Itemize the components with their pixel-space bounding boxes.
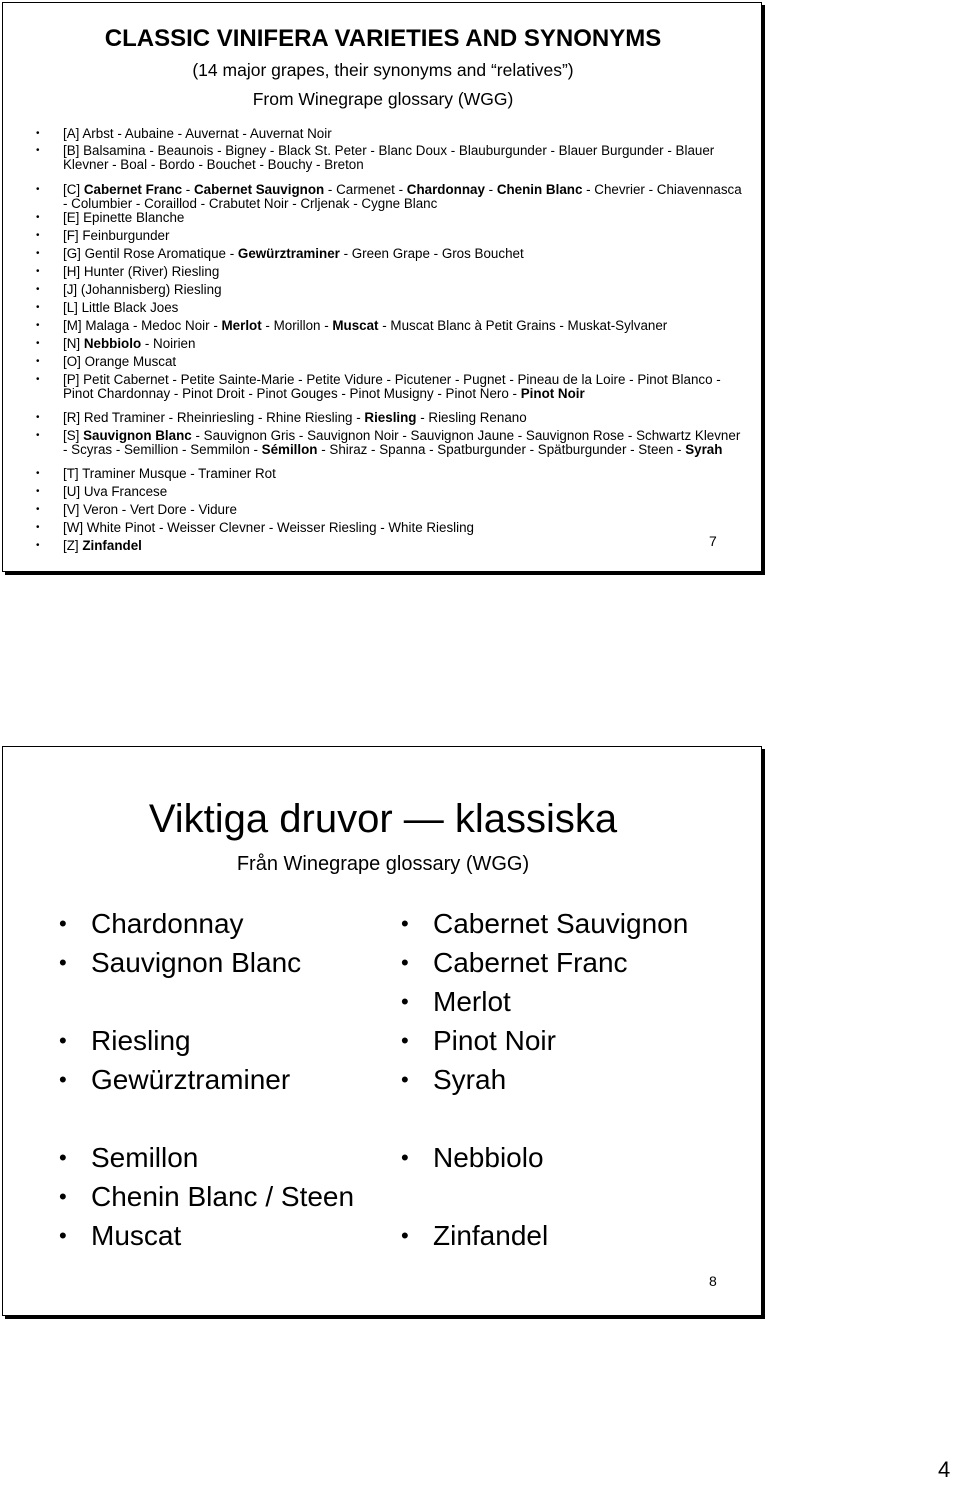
synonym-text: [J] (Johannisberg) Riesling (63, 282, 222, 297)
synonym-text: - Green Grape - Gros Bouchet (339, 246, 524, 261)
grape-name-highlight: Chenin Blanc (496, 182, 583, 197)
glossary-entry (36, 502, 743, 517)
synonym-text: - Noirien (141, 336, 196, 351)
glossary-entry (36, 300, 743, 315)
glossary-entry (36, 228, 743, 243)
bullet-icon: • (36, 412, 40, 423)
bullet-icon: • (36, 430, 40, 441)
synonym-text: [C] (63, 182, 84, 197)
glossary-entry (36, 336, 743, 351)
grape-name-highlight: Syrah (685, 442, 723, 457)
bullet-icon: • (59, 1067, 67, 1092)
synonym-text: [P] Petit Cabernet - Petite Sainte-Marie - Petite Vidure - Picutener - Pugnet - Pineau de la Loire - Pinot Blanco - Pinot Chardonnay - Pinot Droit - Pinot Gouges - Pinot Musigny - Pinot Nero - (63, 372, 721, 401)
glossary-entry (36, 210, 743, 225)
glossary-entry (36, 318, 743, 333)
glossary-entry (36, 538, 743, 553)
glossary-entry (36, 466, 743, 481)
grape-name-highlight: Riesling (364, 410, 417, 425)
slide-source: From Winegrape glossary (WGG) (252, 89, 514, 109)
grape-name: Cabernet Sauvignon (433, 908, 689, 939)
synonym-text: - (484, 182, 497, 197)
bullet-icon: • (401, 1223, 409, 1248)
synonym-text: [G] Gentil Rose Aromatique - (63, 246, 238, 261)
grape-name: Pinot Noir (433, 1025, 556, 1056)
slide-title: CLASSIC VINIFERA VARIETIES AND SYNONYMS (104, 25, 662, 52)
bullet-icon: • (36, 128, 40, 139)
slide-page-number: 8 (709, 1273, 717, 1289)
grape-name: Sauvignon Blanc (91, 947, 302, 978)
bullet-icon: • (36, 266, 40, 277)
slide-8 (2, 746, 762, 1316)
grape-name: Merlot (433, 986, 511, 1017)
grape-name-highlight: Pinot Noir (520, 386, 585, 401)
glossary-entry (36, 428, 743, 457)
grape-name: Muscat (91, 1220, 182, 1251)
bullet-icon: • (36, 486, 40, 497)
synonym-text: - Morillon - (261, 318, 333, 333)
bullet-icon: • (401, 911, 409, 936)
bullet-icon: • (36, 302, 40, 313)
bullet-icon: • (36, 145, 40, 156)
bullet-icon: • (59, 911, 67, 936)
bullet-icon: • (401, 950, 409, 975)
bullet-icon: • (36, 468, 40, 479)
grape-name-highlight: Gewürztraminer (237, 246, 340, 261)
grape-name: Semillon (91, 1142, 199, 1173)
glossary-entry (36, 282, 743, 297)
synonym-text: [T] Traminer Musque - Traminer Rot (63, 466, 276, 481)
synonym-text: [S] (63, 428, 84, 443)
synonym-text: [N] (63, 336, 84, 351)
grape-name: Cabernet Franc (433, 947, 628, 978)
grape-name-highlight: Sauvignon Blanc (83, 428, 192, 443)
glossary-entry (36, 143, 743, 172)
bullet-icon: • (36, 356, 40, 367)
synonym-text: - Chevrier - Chiavennasca - Columbier - Coraillod - Crabutet Noir - Crljenak - Cygne Blanc (63, 182, 742, 211)
glossary-entry (36, 182, 743, 211)
grape-list-item (59, 908, 244, 940)
bullet-icon: • (401, 1067, 409, 1092)
bullet-icon: • (36, 230, 40, 241)
grape-name: Chenin Blanc / Steen (91, 1181, 355, 1212)
grape-list-item (401, 1220, 549, 1252)
grape-name: Gewürztraminer (91, 1064, 291, 1095)
grape-list-item (401, 1064, 507, 1096)
bullet-icon: • (36, 184, 40, 195)
bullet-icon: • (59, 1223, 67, 1248)
synonym-text: [U] Uva Francese (63, 484, 168, 499)
grape-name: Zinfandel (433, 1220, 549, 1251)
synonym-text: - Shiraz - Spanna - Spatburgunder - Spätburgunder - Steen - (317, 442, 686, 457)
synonym-text: - Riesling Renano (416, 410, 527, 425)
bullet-icon: • (36, 248, 40, 259)
bullet-icon: • (36, 320, 40, 331)
synonym-text: [A] Arbst - Aubaine - Auvernat - Auvernat Noir (63, 126, 332, 141)
glossary-entry (36, 246, 743, 261)
synonym-text: [L] Little Black Joes (63, 300, 179, 315)
bullet-icon: • (59, 1184, 67, 1209)
bullet-icon: • (36, 504, 40, 515)
bullet-icon: • (36, 284, 40, 295)
grape-list-item (59, 1025, 191, 1057)
glossary-entry (36, 484, 743, 499)
slide-title: Viktiga druvor — klassiska (148, 797, 618, 841)
grape-name-highlight: Merlot (221, 318, 262, 333)
synonym-text: [R] Red Traminer - Rheinriesling - Rhine Riesling - (63, 410, 365, 425)
synonym-text: - Sauvignon Gris - Sauvignon Noir - Sauvignon Jaune - Sauvignon Rose - Schwartz Klevner - Scyras - Semillion - Semmilon - (63, 428, 741, 457)
bullet-icon: • (59, 1145, 67, 1170)
glossary-entry (36, 520, 743, 535)
synonym-text: - Carmenet - (324, 182, 407, 197)
bullet-icon: • (36, 212, 40, 223)
glossary-entry (36, 410, 743, 425)
slide-7 (2, 2, 762, 572)
grape-name-highlight: Cabernet Franc (83, 182, 183, 197)
grape-list-item (59, 1064, 291, 1096)
grape-list-item (401, 947, 628, 979)
grape-name: Riesling (91, 1025, 191, 1056)
grape-list-item (59, 947, 302, 979)
grape-list-item (59, 1181, 355, 1213)
grape-list-item (401, 908, 689, 940)
grape-name-highlight: Cabernet Sauvignon (193, 182, 325, 197)
glossary-entry (36, 126, 743, 141)
grape-list-item (59, 1220, 182, 1252)
synonym-text: [Z] (63, 538, 83, 553)
glossary-entry (36, 372, 743, 401)
grape-name: Chardonnay (91, 908, 244, 939)
grape-list-item (401, 1025, 556, 1057)
grape-list-item (401, 986, 511, 1018)
synonym-text: [V] Veron - Vert Dore - Vidure (63, 502, 237, 517)
bullet-icon: • (401, 1145, 409, 1170)
bullet-icon: • (36, 374, 40, 385)
bullet-icon: • (36, 522, 40, 533)
grape-list-item (401, 1142, 544, 1174)
bullet-icon: • (59, 1028, 67, 1053)
slide-source: Från Winegrape glossary (WGG) (236, 853, 530, 875)
synonym-text: [H] Hunter (River) Riesling (63, 264, 220, 279)
grape-name: Nebbiolo (433, 1142, 544, 1173)
synonym-text: [W] White Pinot - Weisser Clevner - Weisser Riesling - White Riesling (63, 520, 474, 535)
bullet-icon: • (36, 540, 40, 551)
synonym-text: [O] Orange Muscat (63, 354, 177, 369)
grape-name-highlight: Nebbiolo (83, 336, 142, 351)
grape-name-highlight: Muscat (332, 318, 379, 333)
grape-name: Syrah (433, 1064, 507, 1095)
slide-page-number: 7 (709, 533, 717, 549)
bullet-icon: • (401, 1028, 409, 1053)
bullet-icon: • (401, 989, 409, 1014)
synonym-text: [F] Feinburgunder (63, 228, 170, 243)
synonym-text: [E] Epinette Blanche (63, 210, 185, 225)
grape-name-highlight: Zinfandel (82, 538, 142, 553)
synonym-text: [B] Balsamina - Beaunois - Bigney - Black St. Peter - Blanc Doux - Blauburgunder - Blauer Burgunder - Blauer Klevner - Boal - Bordo - Bouchet - Bouchy - Breton (63, 143, 715, 172)
document-page-number: 4 (938, 1457, 951, 1482)
grape-name-highlight: Chardonnay (406, 182, 485, 197)
bullet-icon: • (59, 950, 67, 975)
slide-subtitle: (14 major grapes, their synonyms and “relatives”) (192, 60, 574, 80)
glossary-entry (36, 354, 743, 369)
grape-name-highlight: Sémillon (261, 442, 318, 457)
glossary-entry (36, 264, 743, 279)
synonym-text: - Muscat Blanc à Petit Grains - Muskat-Sylvaner (378, 318, 668, 333)
grape-list-item (59, 1142, 199, 1174)
synonym-text: - (182, 182, 194, 197)
bullet-icon: • (36, 338, 40, 349)
synonym-text: [M] Malaga - Medoc Noir - (63, 318, 222, 333)
